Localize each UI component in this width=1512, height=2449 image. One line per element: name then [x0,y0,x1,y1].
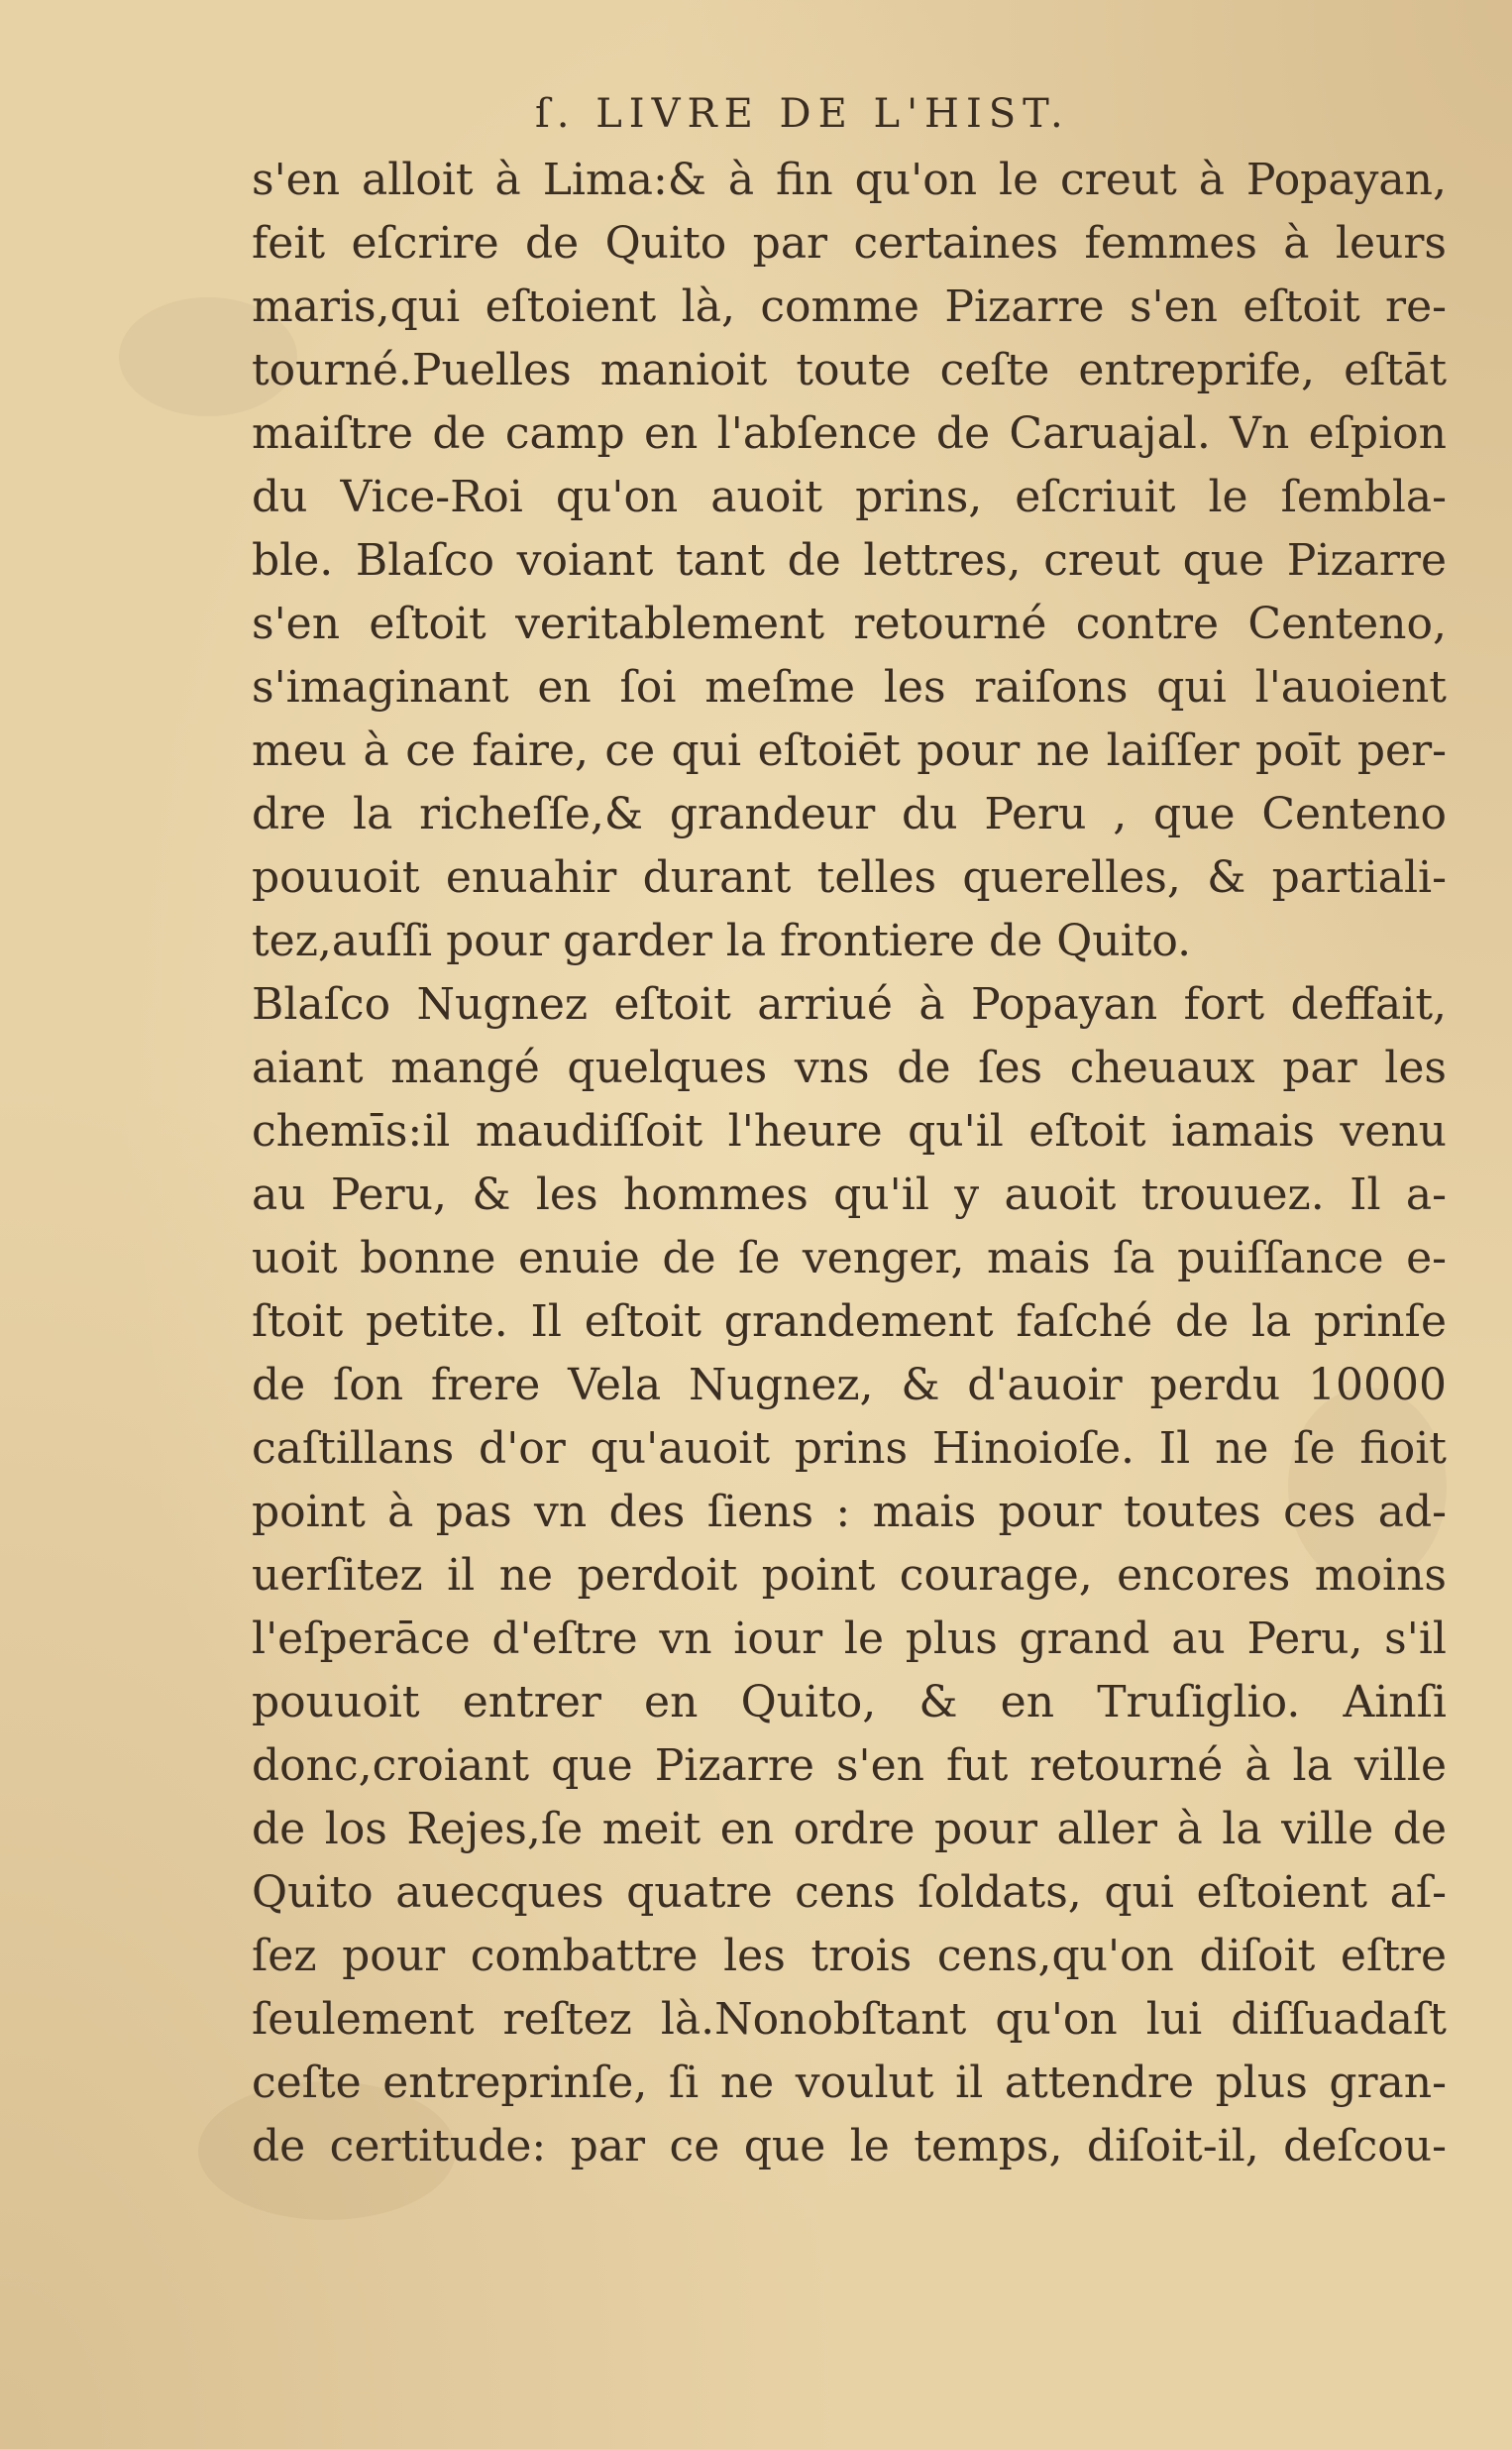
text-line: maris,qui eſtoient là, comme Pizarre s'en eſtoit re- [252,281,1447,332]
text-line: de certitude: par ce que le temps, diſoit-il, deſcou- [252,2121,1447,2171]
text-line: dre la richeſſe,& grandeur du Peru , que Centeno [252,789,1447,839]
text-line: ſez pour combattre les trois cens,qu'on diſoit eſtre [252,1931,1447,1981]
text-line: meu à ce faire, ce qui eſtoiēt pour ne laiſſer poīt per- [252,725,1447,776]
text-line: donc,croiant que Pizarre s'en fut retourné à la ville [252,1740,1447,1791]
text-line: pouuoit entrer en Quito, & en Truſiglio. Ainſi [252,1677,1447,1727]
text-line: s'imaginant en ſoi meſme les raiſons qui l'auoient [252,662,1447,713]
body-text [252,149,1447,2178]
text-line: chemīs:il maudiſſoit l'heure qu'il eſtoit iamais venu [252,1106,1447,1157]
text-line: ble. Blaſco voiant tant de lettres, creut que Pizarre [252,535,1447,586]
text-line: Quito auecques quatre cens ſoldats, qui eſtoient aſ- [252,1867,1447,1918]
text-line: l'eſperāce d'eſtre vn iour le plus grand au Peru, s'il [252,1614,1447,1664]
text-line: s'en eſtoit veritablement retourné contre Centeno, [252,599,1447,649]
text-line: maiſtre de camp en l'abſence de Caruajal. Vn eſpion [252,408,1447,459]
text-line: du Vice-Roi qu'on auoit prins, eſcriuit le ſembla- [252,472,1447,522]
text-line: feit eſcrire de Quito par certaines femmes à leurs [252,218,1447,269]
text-line: ſtoit petite. Il eſtoit grandement faſché de la prinſe [252,1296,1447,1347]
text-line: point à pas vn des ſiens : mais pour toutes ces ad- [252,1487,1447,1537]
text-line: Blaſco Nugnez eſtoit arriué à Popayan fort deffait, [252,979,1447,1030]
text-line: caſtillans d'or qu'auoit prins Hinoioſe. Il ne ſe fioit [252,1423,1447,1474]
text-line: au Peru, & les hommes qu'il y auoit trouuez. Il a- [252,1169,1447,1220]
running-header: ſ. LIVRE DE L'HIST. [535,91,1070,137]
text-line: uoit bonne enuie de ſe venger, mais ſa puiſſance e- [252,1233,1447,1283]
text-line: ceſte entreprinſe, ſi ne voulut il attendre plus gran- [252,2058,1447,2108]
text-line: de los Rejes,ſe meit en ordre pour aller à la ville de [252,1804,1447,1854]
text-line: aiant mangé quelques vns de ſes cheuaux par les [252,1043,1447,1093]
text-line: s'en alloit à Lima:& à fin qu'on le creut à Popayan, [252,155,1447,205]
text-line: tez,auſſi pour garder la frontiere de Quito. [252,916,1192,966]
text-line: ſeulement reſtez là.Nonobſtant qu'on lui diſſuadaſt [252,1994,1447,2045]
text-line: pouuoit enuahir durant telles querelles, & partiali- [252,852,1447,903]
text-line: de ſon frere Vela Nugnez, & d'auoir perdu 10000 [252,1360,1447,1410]
text-line: tourné.Puelles manioit toute ceſte entreprife, eſtāt [252,345,1447,395]
text-line: uerſitez il ne perdoit point courage, encores moins [252,1550,1447,1601]
